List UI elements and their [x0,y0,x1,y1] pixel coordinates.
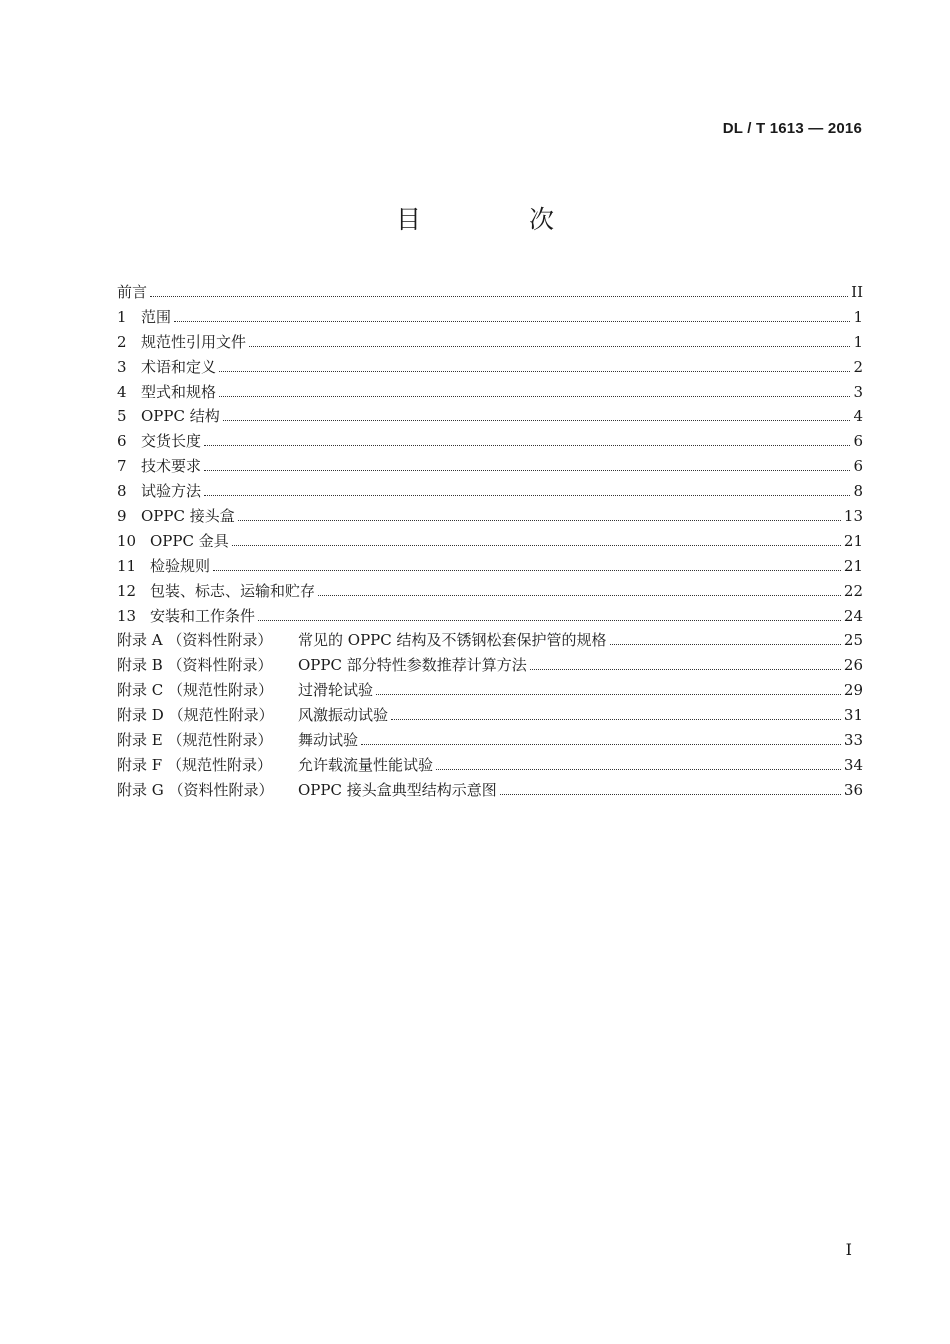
dot-leader [150,296,848,297]
dot-leader [174,321,850,322]
toc-page-number: 21 [843,531,863,550]
toc-entry-title: 安装和工作条件 [150,606,256,625]
dot-leader [258,620,841,621]
appendix-label: 附录 A （资料性附录） [117,631,273,650]
dot-leader [213,570,841,571]
appendix-title: 允许载流量性能试验 [298,755,434,774]
toc-appendix-f[interactable] [117,754,863,779]
toc-entry-title: OPPC 接头盒 [141,507,235,526]
toc-appendix-e[interactable] [117,729,863,754]
appendix-label: 附录 C （规范性附录） [117,681,274,700]
toc-entry-title: 检验规则 [150,556,211,575]
dot-leader [232,545,841,546]
toc-clause-number: 9 [117,507,127,526]
toc-page-number: 2 [853,357,863,376]
toc-clause-number: 4 [117,382,127,401]
toc-clause-number: 3 [117,357,127,376]
dot-leader [219,396,850,397]
toc-entry-6[interactable] [117,430,863,455]
table-of-contents [117,281,863,804]
toc-appendix-a[interactable] [117,629,863,654]
dot-leader [376,694,841,695]
toc-clause-number: 12 [117,581,137,600]
standard-code: DL / T 1613 — 2016 [722,120,862,137]
toc-clause-number: 2 [117,332,127,351]
toc-entry-1[interactable] [117,306,863,331]
toc-entry-title: 技术要求 [141,457,202,476]
toc-page-number: 8 [853,482,863,501]
appendix-label: 附录 B （资料性附录） [117,656,273,675]
toc-entry-11[interactable] [117,555,863,580]
dot-leader [391,719,841,720]
toc-entry-title: 试验方法 [141,482,202,501]
toc-page-number: 6 [853,457,863,476]
toc-page-number: 1 [853,332,863,351]
dot-leader [219,371,850,372]
toc-entry-12[interactable] [117,580,863,605]
toc-page-number: 4 [853,407,863,426]
dot-leader [610,644,841,645]
toc-entry-4[interactable] [117,381,863,406]
toc-page-number: 34 [843,755,863,774]
toc-entry-3[interactable] [117,356,863,381]
toc-page-number: 24 [843,606,863,625]
toc-page-number: 26 [843,656,863,675]
appendix-label: 附录 D （规范性附录） [117,706,274,725]
toc-page-number: 22 [843,581,863,600]
dot-leader [530,669,841,670]
toc-clause-number: 6 [117,432,127,451]
toc-page-number: 33 [843,731,863,750]
toc-entry-title: 前言 [117,283,148,301]
toc-clause-number: 1 [117,307,127,326]
toc-clause-number: 8 [117,482,127,501]
toc-page-number: 13 [843,507,863,526]
toc-clause-number: 5 [117,407,127,426]
appendix-label: 附录 E （规范性附录） [117,731,273,750]
dot-leader [204,495,850,496]
toc-page-number: 36 [843,780,863,799]
toc-entry-title: 交货长度 [141,432,202,451]
toc-clause-number: 11 [117,556,137,575]
toc-appendix-b[interactable] [117,654,863,679]
toc-entry-13[interactable] [117,605,863,630]
toc-appendix-d[interactable] [117,704,863,729]
page-number: I [845,1240,852,1259]
toc-entry-foreword[interactable] [117,281,863,306]
appendix-title: 舞动试验 [298,731,359,750]
dot-leader [436,769,841,770]
appendix-label: 附录 F （规范性附录） [117,755,272,774]
toc-entry-title: OPPC 金具 [150,531,229,550]
toc-entry-title: 范围 [141,307,172,326]
appendix-title: 风激振动试验 [298,706,389,725]
appendix-title: 过滑轮试验 [298,681,374,700]
toc-entry-8[interactable] [117,480,863,505]
toc-entry-title: 规范性引用文件 [141,332,247,351]
toc-entry-10[interactable] [117,530,863,555]
toc-page-number: 1 [853,307,863,326]
appendix-title: OPPC 部分特性参数推荐计算方法 [298,656,527,675]
appendix-title: OPPC 接头盒典型结构示意图 [298,780,497,799]
toc-entry-title: 包装、标志、运输和贮存 [150,581,316,600]
toc-entry-title: 术语和定义 [141,357,217,376]
toc-page-number: 29 [843,681,863,700]
dot-leader [249,346,850,347]
appendix-label: 附录 G （资料性附录） [117,780,274,799]
toc-entry-7[interactable] [117,455,863,480]
toc-appendix-g[interactable] [117,779,863,804]
toc-entry-title: 型式和规格 [141,382,217,401]
appendix-title: 常见的 OPPC 结构及不锈钢松套保护管的规格 [298,631,607,650]
dot-leader [318,595,841,596]
page-title: 目 次 [396,205,604,234]
toc-page-number: 31 [843,706,863,725]
dot-leader [223,420,851,421]
toc-clause-number: 13 [117,606,137,625]
toc-page-number: 21 [843,556,863,575]
toc-entry-5[interactable] [117,405,863,430]
toc-entry-title: OPPC 结构 [141,407,220,426]
toc-page-number: II [851,283,863,301]
dot-leader [204,470,850,471]
dot-leader [204,445,850,446]
dot-leader [361,744,841,745]
toc-entry-2[interactable] [117,331,863,356]
toc-appendix-c[interactable] [117,679,863,704]
dot-leader [500,794,841,795]
dot-leader [238,520,841,521]
toc-clause-number: 7 [117,457,127,476]
toc-clause-number: 10 [117,531,137,550]
toc-entry-9[interactable] [117,505,863,530]
toc-page-number: 6 [853,432,863,451]
toc-page-number: 3 [853,382,863,401]
toc-page-number: 25 [843,631,863,650]
